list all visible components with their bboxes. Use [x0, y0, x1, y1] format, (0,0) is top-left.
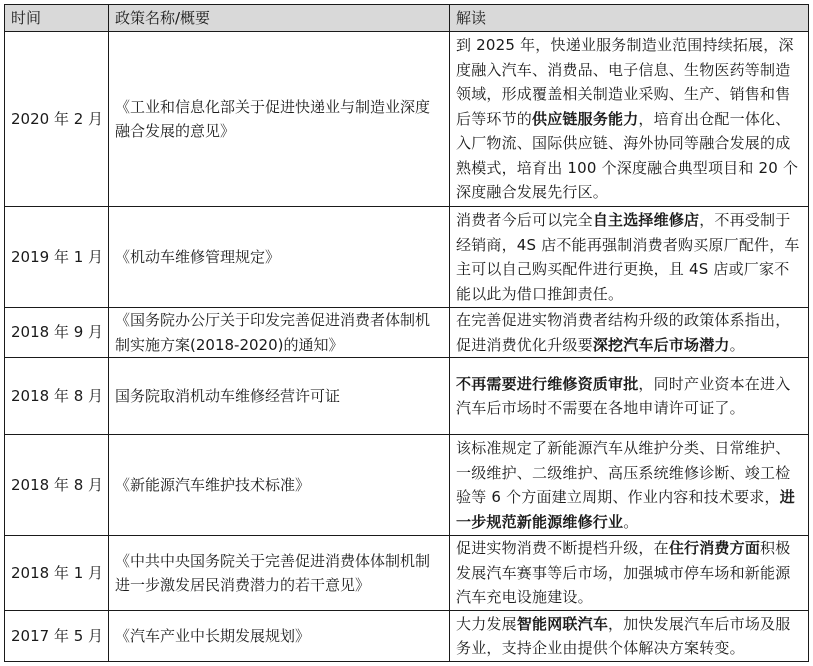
- reading-text: 在完善促进实物消费者结构升级的政策体系指出，促进消费优化升级要: [456, 311, 791, 354]
- reading-highlight: 住行消费方面: [668, 539, 761, 558]
- cell-time: 2018 年 8 月: [5, 358, 109, 435]
- reading-text: 促进实物消费不断提档升级，在: [456, 539, 669, 558]
- reading-highlight: 进一步规范新能源维修行业: [456, 488, 795, 531]
- reading-highlight: 供应链服务能力: [532, 109, 639, 128]
- reading-text: ，同时产业资本在进入汽车后市场时不需要在各地申请许可证了。: [456, 374, 791, 417]
- cell-time: 2017 年 5 月: [5, 611, 109, 662]
- cell-policy-name: 《汽车产业中长期发展规划》: [109, 611, 450, 662]
- reading-highlight: 深挖汽车后市场潜力: [592, 335, 730, 354]
- table-header-row: [5, 5, 809, 32]
- table-row: [5, 358, 809, 435]
- reading-text: 大力发展: [456, 614, 517, 633]
- header-reading: 解读: [450, 5, 809, 32]
- cell-policy-name: 《国务院办公厅关于印发完善促进消费者体制机制实施方案(2018-2020)的通知》: [109, 308, 450, 358]
- reading-text: ，加快发展汽车后市场及服务业，支持企业由提供个体解决方案转变。: [456, 614, 791, 657]
- cell-time: 2018 年 8 月: [5, 435, 109, 536]
- reading-text: 消费者今后可以完全: [456, 211, 593, 229]
- table-row: [5, 207, 809, 308]
- table-row: [5, 536, 809, 611]
- cell-reading: [450, 611, 809, 662]
- cell-policy-name: 《新能源汽车维护技术标准》: [109, 435, 450, 536]
- reading-text: 。: [623, 512, 639, 531]
- cell-reading: [450, 32, 809, 207]
- table-row: [5, 308, 809, 358]
- cell-policy-name: 《机动车维修管理规定》: [109, 207, 450, 308]
- reading-text: 。: [729, 335, 745, 354]
- table-row: [5, 435, 809, 536]
- cell-policy-name: 《工业和信息化部关于促进快递业与制造业深度融合发展的意见》: [109, 32, 450, 207]
- cell-reading: [450, 207, 809, 308]
- policy-table: [4, 4, 809, 662]
- cell-reading: [450, 536, 809, 611]
- cell-time: 2019 年 1 月: [5, 207, 109, 308]
- reading-highlight: 智能网联汽车: [516, 614, 609, 633]
- cell-policy-name: 国务院取消机动车维修经营许可证: [109, 358, 450, 435]
- table-row: [5, 611, 809, 662]
- reading-text: ，不再受制于经销商，4S 店不能再强制消费者购买原厂配件，车主可以自己购买配件进行更换，且 4S 店或厂家不能以此为借口推卸责任。: [456, 211, 800, 303]
- reading-text: 到 2025 年，快递业服务制造业范围持续拓展，深度融入汽车、消费品、电子信息、生物医药等制造领域，形成覆盖相关制造业采购、生产、销售和售后等环节的: [456, 36, 794, 128]
- cell-time: 2020 年 2 月: [5, 32, 109, 207]
- reading-highlight: 不再需要进行维修资质审批: [456, 374, 639, 393]
- cell-time: 2018 年 1 月: [5, 536, 109, 611]
- reading-text: ，培育出仓配一体化、入厂物流、国际供应链、海外协同等融合发展的成熟模式，培育出 100 个深度融合典型项目和 20 个深度融合发展先行区。: [456, 109, 799, 202]
- table-row: [5, 32, 809, 207]
- cell-policy-name: 《中共中央国务院关于完善促进消费体体制机制进一步激发居民消费潜力的若干意见》: [109, 536, 450, 611]
- reading-text: 该标准规定了新能源汽车从维护分类、日常维护、一级维护、二级维护、高压系统维修诊断、竣工检验等 6 个方面建立周期、作业内容和技术要求，: [456, 439, 791, 506]
- cell-reading: [450, 435, 809, 536]
- cell-reading: [450, 358, 809, 435]
- cell-time: 2018 年 9 月: [5, 308, 109, 358]
- reading-text: 积极发展汽车赛事等后市场，加强城市停车场和新能源汽车充电设施建设。: [456, 539, 791, 607]
- header-policy-name: 政策名称/概要: [109, 5, 450, 32]
- reading-highlight: 自主选择维修店: [592, 211, 700, 229]
- header-time: 时间: [5, 5, 109, 32]
- cell-reading: [450, 308, 809, 358]
